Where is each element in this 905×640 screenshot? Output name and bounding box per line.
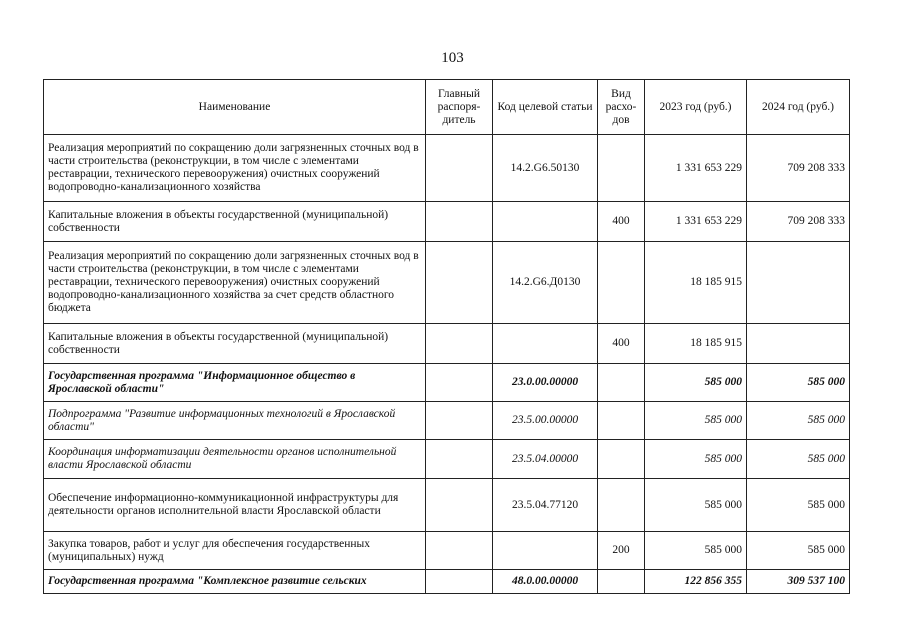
row-kod: 23.5.00.00000 bbox=[493, 402, 598, 440]
row-glavny bbox=[426, 242, 493, 324]
row-kod bbox=[493, 202, 598, 242]
row-2024: 585 000 bbox=[747, 532, 850, 570]
row-glavny bbox=[426, 324, 493, 364]
row-name: Государственная программа "Комплексное развитие сельских bbox=[44, 570, 426, 594]
row-name: Закупка товаров, работ и услуг для обеспечения государственных (муниципальных) нужд bbox=[44, 532, 426, 570]
row-name: Подпрограмма "Развитие информационных технологий в Ярославской области" bbox=[44, 402, 426, 440]
row-kod: 23.5.04.77120 bbox=[493, 479, 598, 532]
row-name: Государственная программа "Информационное общество в Ярославской области" bbox=[44, 364, 426, 402]
table-row bbox=[44, 402, 850, 440]
row-kod: 23.5.04.00000 bbox=[493, 440, 598, 479]
row-2023: 585 000 bbox=[645, 402, 747, 440]
row-2023: 1 331 653 229 bbox=[645, 202, 747, 242]
table-row bbox=[44, 324, 850, 364]
row-glavny bbox=[426, 364, 493, 402]
budget-table bbox=[43, 79, 850, 594]
table-row bbox=[44, 364, 850, 402]
header-glavny: Главный распоря-дитель bbox=[426, 80, 493, 135]
row-vid: 400 bbox=[598, 324, 645, 364]
row-glavny bbox=[426, 135, 493, 202]
row-2024: 585 000 bbox=[747, 440, 850, 479]
row-2023: 585 000 bbox=[645, 440, 747, 479]
row-vid bbox=[598, 440, 645, 479]
header-vid: Вид расхо-дов bbox=[598, 80, 645, 135]
table-row bbox=[44, 532, 850, 570]
row-2023: 585 000 bbox=[645, 532, 747, 570]
row-vid: 400 bbox=[598, 202, 645, 242]
row-name: Обеспечение информационно-коммуникационной инфраструктуры для деятельности органов исполнительной власти Ярославской области bbox=[44, 479, 426, 532]
row-glavny bbox=[426, 479, 493, 532]
row-kod: 14.2.G6.50130 bbox=[493, 135, 598, 202]
row-name: Капитальные вложения в объекты государственной (муниципальной) собственности bbox=[44, 202, 426, 242]
row-vid bbox=[598, 135, 645, 202]
row-vid bbox=[598, 570, 645, 594]
table-row bbox=[44, 440, 850, 479]
row-name: Реализация мероприятий по сокращению доли загрязненных сточных вод в части строительства (реконструкции, в том числе с элементами реставрации, технического перевооружения) очистных сооружений водопроводно-канализационного хозяйства bbox=[44, 135, 426, 202]
row-2023: 1 331 653 229 bbox=[645, 135, 747, 202]
header-2023: 2023 год (руб.) bbox=[645, 80, 747, 135]
row-vid bbox=[598, 242, 645, 324]
row-glavny bbox=[426, 402, 493, 440]
page-number: 103 bbox=[441, 50, 464, 66]
row-2024: 585 000 bbox=[747, 479, 850, 532]
row-glavny bbox=[426, 202, 493, 242]
row-glavny bbox=[426, 440, 493, 479]
header-name: Наименование bbox=[44, 80, 426, 135]
header-2024: 2024 год (руб.) bbox=[747, 80, 850, 135]
table-row bbox=[44, 135, 850, 202]
row-2024: 585 000 bbox=[747, 402, 850, 440]
row-name: Капитальные вложения в объекты государственной (муниципальной) собственности bbox=[44, 324, 426, 364]
table-row bbox=[44, 202, 850, 242]
table-row bbox=[44, 570, 850, 594]
row-kod bbox=[493, 532, 598, 570]
table-row bbox=[44, 242, 850, 324]
row-name: Реализация мероприятий по сокращению доли загрязненных сточных вод в части строительства (реконструкции, в том числе с элементами реставрации, технического перевооружения) очистных сооружений водопроводно-канализационного хозяйства за счет средств областного бюджета bbox=[44, 242, 426, 324]
row-2023: 122 856 355 bbox=[645, 570, 747, 594]
row-glavny bbox=[426, 570, 493, 594]
row-2024: 309 537 100 bbox=[747, 570, 850, 594]
row-vid bbox=[598, 402, 645, 440]
row-vid bbox=[598, 479, 645, 532]
row-2024 bbox=[747, 242, 850, 324]
row-vid: 200 bbox=[598, 532, 645, 570]
row-kod: 48.0.00.00000 bbox=[493, 570, 598, 594]
row-name: Координация информатизации деятельности органов исполнительной власти Ярославской области bbox=[44, 440, 426, 479]
row-2024: 585 000 bbox=[747, 364, 850, 402]
row-2023: 585 000 bbox=[645, 364, 747, 402]
row-2024: 709 208 333 bbox=[747, 202, 850, 242]
header-kod: Код целевой статьи bbox=[493, 80, 598, 135]
row-2024: 709 208 333 bbox=[747, 135, 850, 202]
row-kod: 23.0.00.00000 bbox=[493, 364, 598, 402]
table-header-row bbox=[44, 80, 850, 135]
row-kod bbox=[493, 324, 598, 364]
row-kod: 14.2.G6.Д0130 bbox=[493, 242, 598, 324]
row-vid bbox=[598, 364, 645, 402]
row-glavny bbox=[426, 532, 493, 570]
row-2023: 585 000 bbox=[645, 479, 747, 532]
row-2023: 18 185 915 bbox=[645, 242, 747, 324]
row-2024 bbox=[747, 324, 850, 364]
table-row bbox=[44, 479, 850, 532]
row-2023: 18 185 915 bbox=[645, 324, 747, 364]
